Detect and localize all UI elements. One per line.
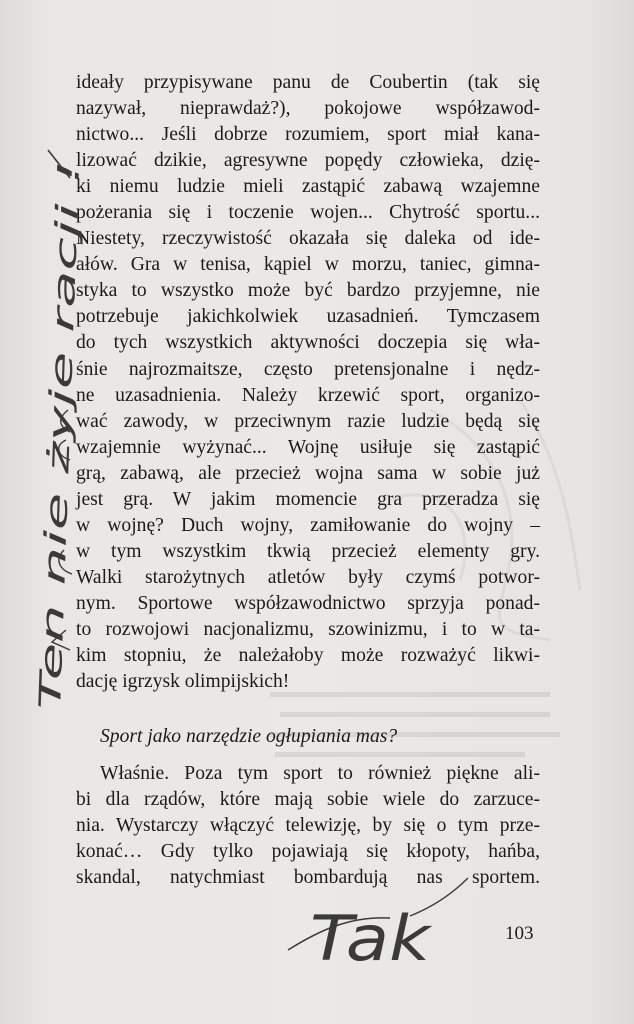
text-line: kim stopniu, że należałoby może rozważyć likwi-	[76, 645, 540, 667]
text-line: lizować dzikie, agresywne popędy człowieka, dzię-	[76, 150, 540, 172]
main-paragraph	[76, 70, 540, 695]
text-line: w tym wszystkim tkwią przecież elementy gry.	[76, 540, 540, 562]
text-line: bi dla rządów, które mają sobie wiele do zarzuce-	[76, 789, 540, 811]
text-line: grą, zabawą, ale przecież wojna sama w sobie już	[76, 462, 540, 484]
text-line: potrzebuje jakichkolwiek uzasadnień. Tymczasem	[76, 306, 540, 328]
text-line: pożerania się i toczenie wojen... Chytrość sportu...	[76, 202, 540, 224]
text-line: Właśnie. Poza tym sport to również piękne ali-	[100, 763, 540, 784]
handwritten-margin-note	[18, 150, 78, 725]
text-line: ne uzasadnienia. Należy krzewić sport, organizo-	[76, 384, 540, 406]
text-line: w wojnę? Duch wojny, zamiłowanie do wojny –	[76, 514, 540, 536]
text-line: styka to wszystko może być bardzo przyjemne, nie	[76, 280, 540, 302]
margin-note-text: Ten nie żyje racji !	[33, 436, 78, 711]
text-line: jest grą. W jakim momencie gra przeradza się	[76, 488, 540, 510]
bottom-note-text: Tak	[310, 902, 433, 975]
text-line: to rozwojowi nacjonalizmu, szowinizmu, i to w ta-	[76, 618, 540, 640]
text-line: konać… Gdy tylko pojawiają się kłopoty, hańba,	[76, 841, 540, 863]
text-line: do tych wszystkich aktywności doczepia się wła-	[76, 332, 540, 354]
text-line: nym. Sportowe współzawodnictwo sprzyja ponad-	[76, 592, 540, 614]
text-line: ideały przypisywane panu de Coubertin (tak się	[76, 72, 540, 93]
text-line: nia. Wystarczy włączyć telewizję, by się o tym prze-	[76, 815, 540, 837]
text-line: wać zawody, w przeciwnym razie ludzie będą się	[76, 410, 540, 432]
text-line: ki niemu ludzie mieli zastąpić zabawą wzajemne	[76, 176, 540, 198]
answer-paragraph	[76, 761, 540, 891]
text-line: ałów. Gra w tenisa, kąpiel w morzu, taniec, gimna-	[76, 254, 540, 276]
text-line: śnie najrozmaitsze, często pretensjonalne i nędz-	[76, 358, 540, 380]
interview-question: Sport jako narzędzie ogłupiania mas?	[100, 726, 398, 747]
text-line: nictwo... Jeśli dobrze rozumiem, sport miał kana-	[76, 124, 540, 146]
text-line: Niestety, rzeczywistość okazała się daleka od ide-	[76, 228, 540, 250]
text-line: Walki starożytnych atletów były czymś potwor-	[76, 566, 540, 588]
text-line: dację igrzysk olimpijskich!	[76, 671, 290, 693]
text-line: wzajemnie wyżynać... Wojnę usiłuje się zastąpić	[76, 436, 540, 458]
page-number: 103	[505, 923, 534, 944]
text-line: skandal, natychmiast bombardują nas sportem.	[76, 867, 540, 889]
text-line: nazywał, nieprawdaż?), pokojowe współzawod-	[76, 98, 540, 120]
